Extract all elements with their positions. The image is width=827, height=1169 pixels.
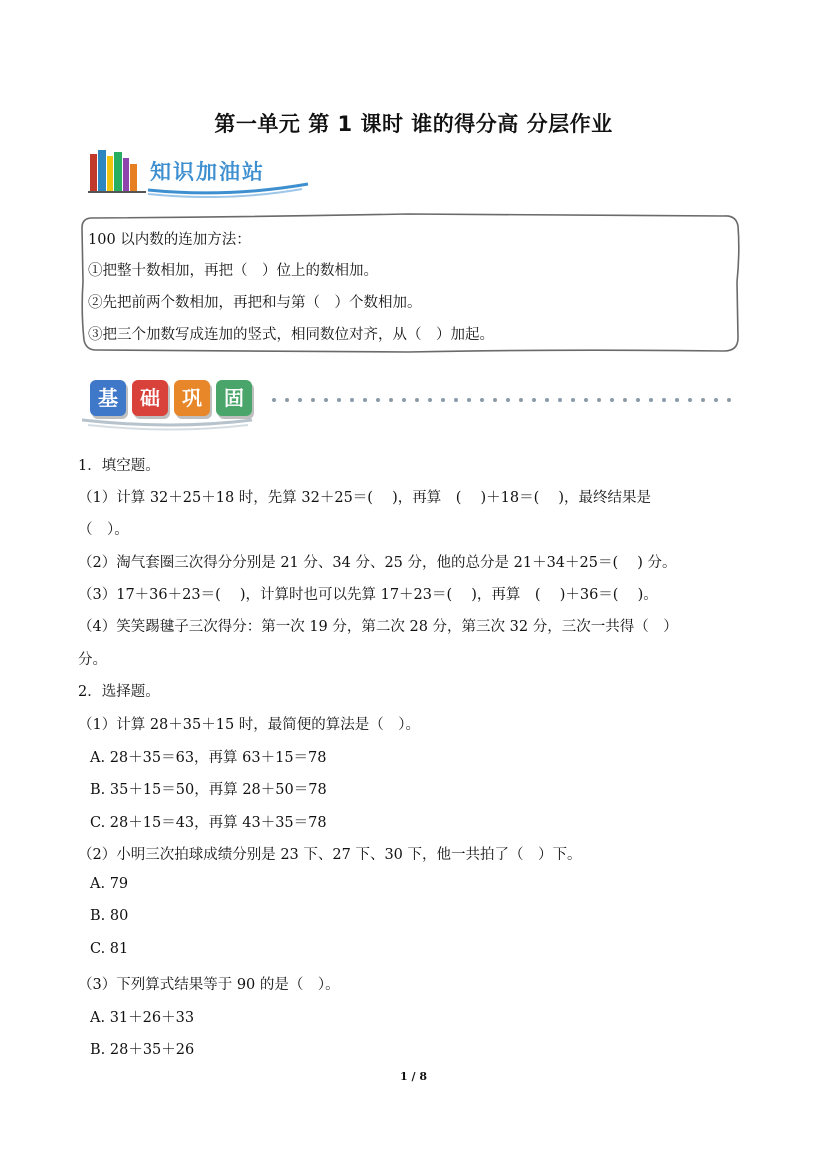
q2-sub3-stem: （3）下列算式结果等于 90 的是（ ）。 bbox=[78, 977, 340, 993]
q1-heading: 1．填空题。 bbox=[78, 458, 160, 474]
q1-line-1: （1）计算 32＋25＋18 时，先算 32＋25＝( )，再算 ( )＋18＝( )，最终结果是 bbox=[78, 490, 652, 506]
q2-sub2-option-b: B. 80 bbox=[90, 908, 129, 924]
q1-line-6: 分。 bbox=[78, 652, 107, 668]
tips-section-title: 知识加油站 bbox=[150, 160, 265, 184]
q1-line-4: （3）17＋36＋23＝( )，计算时也可以先算 17＋23＝( )，再算 ( )＋36＝( )。 bbox=[78, 587, 658, 603]
q2-sub1-option-b: B. 35＋15＝50，再算 28＋50＝78 bbox=[90, 782, 327, 798]
tips-section-banner bbox=[88, 146, 318, 198]
basic-cube-3: 巩 bbox=[174, 380, 210, 416]
basic-cube-1: 基 bbox=[90, 380, 126, 416]
basic-cube-2: 础 bbox=[132, 380, 168, 416]
q1-line-2: （ ）。 bbox=[78, 522, 129, 538]
basic-cube-4: 固 bbox=[216, 380, 252, 416]
page-number: 1 / 8 bbox=[400, 1070, 427, 1083]
tips-item-1: ①把整十数相加，再把（ ）位上的数相加。 bbox=[88, 263, 378, 279]
q2-sub2-option-c: C. 81 bbox=[90, 941, 129, 957]
dotted-line bbox=[272, 398, 731, 402]
q2-sub3-option-b: B. 28＋35＋26 bbox=[90, 1042, 195, 1058]
tips-item-3: ③把三个加数写成连加的竖式，相同数位对齐，从（ ）加起。 bbox=[88, 327, 494, 343]
page-title: 第一单元 第 1 课时 谁的得分高 分层作业 bbox=[214, 112, 613, 136]
q2-sub1-option-a: A. 28＋35＝63，再算 63＋15＝78 bbox=[90, 750, 327, 766]
tips-item-2: ②先把前两个数相加，再把和与第（ ）个数相加。 bbox=[88, 295, 422, 311]
q2-sub1-option-c: C. 28＋15＝43，再算 43＋35＝78 bbox=[90, 815, 327, 831]
q1-line-3: （2）淘气套圈三次得分分别是 21 分、34 分、25 分，他的总分是 21＋34＋25＝( ) 分。 bbox=[78, 555, 677, 571]
q2-sub2-stem: （2）小明三次拍球成绩分别是 23 下、27 下、30 下，他一共拍了（ ）下。 bbox=[78, 847, 582, 863]
q2-sub3-option-a: A. 31＋26＋33 bbox=[90, 1010, 195, 1026]
tips-intro: 100 以内数的连加方法： bbox=[88, 232, 251, 248]
q2-sub2-option-a: A. 79 bbox=[90, 876, 129, 892]
q2-sub1-stem: （1）计算 28＋35＋15 时，最简便的算法是（ ）。 bbox=[78, 717, 421, 733]
q1-line-5: （4）笑笑踢毽子三次得分：第一次 19 分，第二次 28 分，第三次 32 分，三次一共得（ ） bbox=[78, 619, 678, 635]
q2-heading: 2．选择题。 bbox=[78, 684, 160, 700]
basic-section-banner bbox=[82, 372, 742, 432]
